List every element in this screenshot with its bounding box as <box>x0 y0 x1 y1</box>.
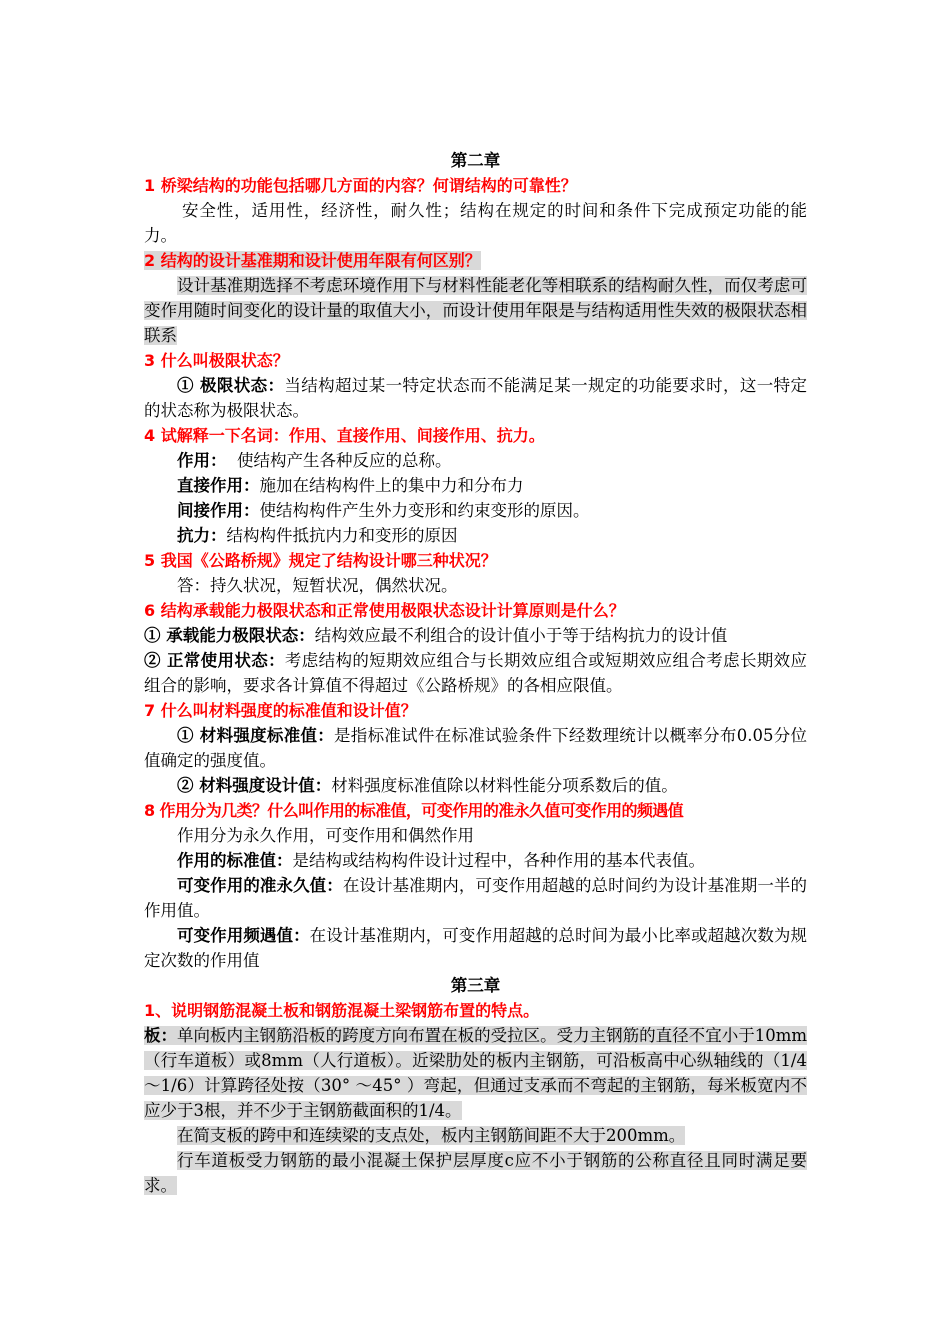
term: 作用的标准值： <box>177 851 293 870</box>
answer-1: 安全性，适用性，经济性，耐久性；结构在规定的时间和条件下完成预定功能的能力。 <box>144 201 807 245</box>
term: 抗力： <box>177 526 227 545</box>
term: 直接作用： <box>177 476 260 495</box>
question-3: 3 什么叫极限状态？ <box>144 351 289 370</box>
term: ② 材料强度设计值： <box>177 776 332 795</box>
definition: 行车道板受力钢筋的最小混凝土保护层厚度c应不小于钢筋的公称直径且同时满足要求。 <box>144 1151 807 1195</box>
definition: 单向板内主钢筋沿板的跨度方向布置在板的受拉区。受力主钢筋的直径不宜小于10mm（行车道板）或8mm（人行道板）。近梁肋处的板内主钢筋，可沿板高中心纵轴线的（1/4～1/6）计算跨径处按（30° ～45° ）弯起，但通过支承而不弯起的主钢筋，每米板宽内不应少于3根，并不少于主钢筋截面积的1/4。 <box>144 1026 807 1120</box>
answer-7-item <box>144 773 807 798</box>
question-4: 4 试解释一下名词：作用、直接作用、间接作用、抗力。 <box>144 426 545 445</box>
answer-3-term: ① 极限状态： <box>177 376 285 395</box>
question-2 <box>144 248 807 273</box>
answer-3 <box>144 373 807 423</box>
answer-4-item <box>144 523 807 548</box>
question-8: 8 作用分为几类？什么叫作用的标准值，可变作用的准永久值可变作用的频遇值 <box>144 801 684 820</box>
answer-8-item <box>144 873 807 923</box>
chapter-3-answer-1a <box>144 1023 807 1123</box>
question-6: 6 结构承载能力极限状态和正常使用极限状态设计计算原则是什么？ <box>144 601 625 620</box>
chapter-3-answer-1c <box>144 1148 807 1198</box>
definition: 在设计基准期内，可变作用超越的总时间为最小比率或超越次数为规定次数的作用值 <box>144 926 808 970</box>
definition: 在简支板的跨中和连续梁的支点处，板内主钢筋间距不大于200mm。 <box>177 1126 686 1145</box>
answer-6-item <box>144 623 807 648</box>
question-5: 5 我国《公路桥规》规定了结构设计哪三种状况？ <box>144 551 497 570</box>
term: ② 正常使用状态： <box>144 651 285 670</box>
term: 间接作用： <box>177 501 260 520</box>
answer-2 <box>144 273 807 348</box>
question-1: 1 桥梁结构的功能包括哪几方面的内容？何谓结构的可靠性？ <box>144 176 577 195</box>
definition: 考虑结构的短期效应组合与长期效应组合或短期效应组合考虑长期效应组合的影响，要求各计算值不得超过《公路桥规》的各相应限值。 <box>144 651 807 695</box>
definition: 施加在结构构件上的集中力和分布力 <box>259 476 524 495</box>
answer-4-item <box>144 498 807 523</box>
term: ① 承载能力极限状态： <box>144 626 315 645</box>
answer-8-intro: 作用分为永久作用，可变作用和偶然作用 <box>177 826 474 845</box>
term: ① 材料强度标准值： <box>177 726 335 745</box>
answer-7-item <box>144 723 807 773</box>
definition: 使结构产生各种反应的总称。 <box>226 451 452 470</box>
answer-2-text: 设计基准期选择不考虑环境作用下与材料性能老化等相联系的结构耐久性，而仅考虑可变作用随时间变化的设计量的取值大小，而设计使用年限是与结构适用性失效的极限状态相联系 <box>144 276 807 345</box>
definition: 结构构件抵抗内力和变形的原因 <box>226 526 458 545</box>
chapter-3-title: 第三章 <box>450 976 501 995</box>
answer-8-item <box>144 848 807 873</box>
answer-4-item <box>144 448 807 473</box>
term: 作用： <box>177 451 227 470</box>
definition: 结构效应最不利组合的设计值小于等于结构抗力的设计值 <box>314 626 728 645</box>
chapter-3-question-1: 1、说明钢筋混凝土板和钢筋混凝土梁钢筋布置的特点。 <box>144 1001 540 1020</box>
answer-4-item <box>144 473 807 498</box>
answer-8-item <box>144 923 807 973</box>
definition: 是结构或结构构件设计过程中，各种作用的基本代表值。 <box>292 851 705 870</box>
question-2-text: 2 结构的设计基准期和设计使用年限有何区别？ <box>144 251 481 270</box>
answer-3-text: 当结构超过某一特定状态而不能满足某一规定的功能要求时，这一特定的状态称为极限状态。 <box>144 376 808 420</box>
definition: 使结构构件产生外力变形和约束变形的原因。 <box>259 501 590 520</box>
chapter-2-title: 第二章 <box>450 151 501 170</box>
document-page <box>144 148 807 1198</box>
definition: 在设计基准期内，可变作用超越的总时间约为设计基准期一半的作用值。 <box>144 876 808 920</box>
question-7: 7 什么叫材料强度的标准值和设计值？ <box>144 701 417 720</box>
definition: 是指标准试件在标准试验条件下经数理统计以概率分布0.05分位值确定的强度值。 <box>144 726 807 770</box>
answer-5: 答：持久状况，短暂状况，偶然状况。 <box>177 576 458 595</box>
term: 可变作用频遇值： <box>177 926 310 945</box>
term: 板： <box>144 1026 178 1045</box>
answer-6-item <box>144 648 807 698</box>
term: 可变作用的准永久值： <box>177 876 343 895</box>
definition: 材料强度标准值除以材料性能分项系数后的值。 <box>331 776 678 795</box>
chapter-3-answer-1b <box>144 1123 807 1148</box>
